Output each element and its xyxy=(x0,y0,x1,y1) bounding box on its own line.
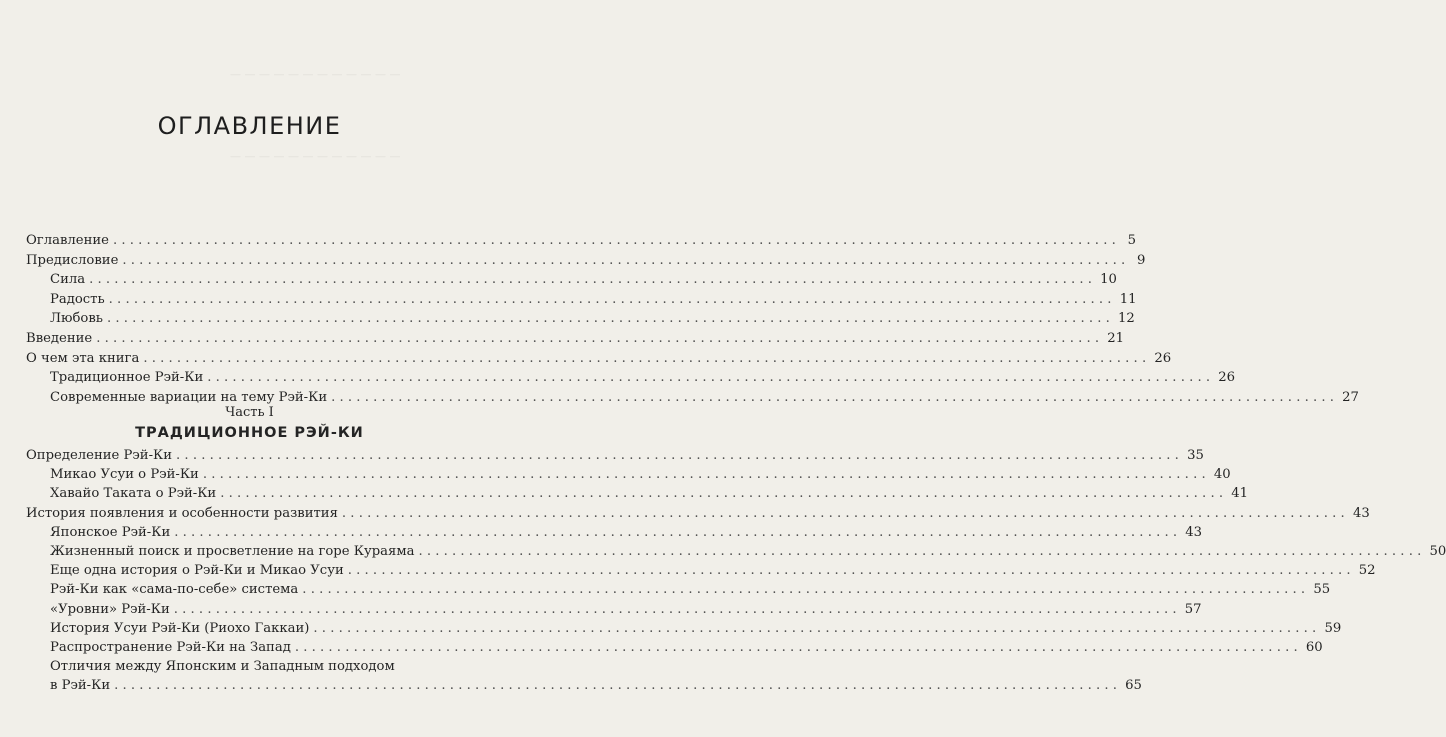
toc-entry-page-number: 65 xyxy=(1125,678,1142,694)
dot-leader: ........................................................................................................................ xyxy=(174,524,1182,540)
dot-leader: ........................................................................................................................ xyxy=(202,467,1210,483)
toc-entry-title: Оглавление xyxy=(26,233,109,248)
dot-leader: ........................................................................................................................ xyxy=(173,601,1181,617)
dot-leader: ........................................................................................................................ xyxy=(302,582,1310,598)
part-title: ТРАДИЦИОННОЕ РЭЙ-КИ xyxy=(135,425,364,441)
toc-entry xyxy=(26,309,1135,328)
toc-entry xyxy=(26,676,1142,695)
toc-entry-page-number: 59 xyxy=(1324,620,1342,636)
toc-entry xyxy=(26,523,1203,542)
toc-entry-page-number: 9 xyxy=(1137,252,1146,268)
toc-entry-title: Современные вариации на тему Рэй-Ки xyxy=(50,389,328,405)
dot-leader: ........................................................................................................................ xyxy=(122,252,1130,268)
toc-entry-page-number: 52 xyxy=(1358,563,1376,579)
dot-leader: ........................................................................................................................ xyxy=(418,544,1426,559)
page-title: ОГЛАВЛЕНИЕ xyxy=(157,112,342,140)
toc-entry-page-number: 55 xyxy=(1313,582,1331,598)
toc-entry-title: Хавайо Таката о Рэй-Ки xyxy=(50,486,217,502)
toc-entry xyxy=(26,231,1136,250)
toc-entry-page-number: 12 xyxy=(1118,311,1135,327)
dot-leader: ........................................................................................................................ xyxy=(220,486,1228,502)
toc-entry-page-number: 10 xyxy=(1100,272,1117,288)
toc-entry xyxy=(26,329,1125,348)
toc-entry-page-number: 43 xyxy=(1352,505,1370,521)
toc-entry xyxy=(26,290,1137,309)
toc-entry xyxy=(26,465,1231,484)
toc-entry-page-number: 40 xyxy=(1213,467,1231,483)
toc-entry-page-number: 41 xyxy=(1231,486,1249,502)
toc-entry-title: Традиционное Рэй-Ки xyxy=(50,370,204,386)
toc-entry-page-number: 27 xyxy=(1342,389,1359,405)
toc-entry-page-number: 57 xyxy=(1184,601,1202,617)
toc-entry-title: в Рэй-Ки xyxy=(50,678,111,694)
toc-entry-title: Еще одна история о Рэй-Ки и Микао Усуи xyxy=(50,563,344,579)
toc-entry-page-number: 50 xyxy=(1429,544,1446,559)
dot-leader: ........................................................................................................................ xyxy=(106,311,1115,327)
part-label: Часть I xyxy=(225,405,274,420)
toc-entry-title: История Усуи Рэй-Ки (Риохо Гаккаи) xyxy=(50,620,310,636)
toc-entry-page-number: 35 xyxy=(1187,448,1204,463)
toc-entry-title: Отличия между Японским и Западным подходом xyxy=(50,659,395,675)
toc-entry xyxy=(26,349,1172,368)
dot-leader: ........................................................................................................................ xyxy=(294,640,1302,655)
toc-entry xyxy=(26,600,1202,619)
dot-leader: ........................................................................................................................ xyxy=(96,331,1104,346)
dot-leader: ........................................................................................................................ xyxy=(143,350,1151,366)
toc-entry-title: О чем эта книга xyxy=(26,350,140,366)
dot-leader: ........................................................................................................................ xyxy=(341,505,1349,521)
toc-entry xyxy=(26,446,1204,465)
toc-entry xyxy=(26,270,1117,289)
toc-entry xyxy=(26,561,1376,580)
toc-entry xyxy=(26,504,1370,523)
dot-leader: ........................................................................................................................ xyxy=(89,272,1097,288)
toc-entry-title: Микао Усуи о Рэй-Ки xyxy=(50,467,199,483)
dot-leader: ........................................................................................................................ xyxy=(313,620,1321,636)
toc-entry xyxy=(26,251,1146,270)
dot-leader: ........................................................................................................................ xyxy=(114,678,1122,694)
dot-leader: ........................................................................................................................ xyxy=(112,233,1120,248)
toc-entry-title: Любовь xyxy=(50,311,103,327)
dot-leader: ........................................................................................................................ xyxy=(331,389,1339,405)
toc-entry xyxy=(26,368,1236,387)
toc-entry-title: Жизненный поиск и просветление на горе Кураяма xyxy=(50,544,415,559)
dot-leader: ........................................................................................................................ xyxy=(347,563,1355,579)
dot-leader: ........................................................................................................................ xyxy=(176,448,1184,463)
toc-entry-page-number: 5 xyxy=(1127,233,1136,248)
toc-entry xyxy=(26,619,1342,638)
toc-entry-title: Сила xyxy=(50,272,86,288)
toc-entry-title: Предисловие xyxy=(26,252,119,268)
dot-leader: ........................................................................................................................ xyxy=(108,291,1116,307)
toc-entry-page-number: 11 xyxy=(1119,291,1137,307)
toc-entry-title: Радость xyxy=(50,291,105,307)
toc-entry-title: История появления и особенности развития xyxy=(26,505,338,521)
toc-entry-title: «Уровни» Рэй-Ки xyxy=(50,601,170,617)
toc-entry-title: Распространение Рэй-Ки на Запад xyxy=(50,640,291,655)
toc-entry-page-number: 60 xyxy=(1305,640,1323,655)
toc-entry xyxy=(26,388,1359,407)
toc-entry xyxy=(26,484,1249,503)
toc-entry-title: Рэй-Ки как «сама-по-себе» система xyxy=(50,582,299,598)
toc-entry xyxy=(26,580,1331,599)
toc-entry-title: Определение Рэй-Ки xyxy=(26,448,173,463)
toc-entry-page-number: 26 xyxy=(1218,370,1236,386)
toc-entry-page-number: 21 xyxy=(1107,331,1125,346)
toc-entry xyxy=(26,542,1446,561)
toc-entry-title: Японское Рэй-Ки xyxy=(50,524,171,540)
toc-entry-page-number: 43 xyxy=(1185,524,1203,540)
bleed-through: — — — — — — — — — — — — xyxy=(230,68,401,81)
toc-entry-page-number: 26 xyxy=(1154,350,1172,366)
dot-leader: ........................................................................................................................ xyxy=(207,370,1215,386)
bleed-through: — — — — — — — — — — — — xyxy=(230,150,401,163)
toc-entry-title: Введение xyxy=(26,331,93,346)
toc-entry xyxy=(26,638,1323,657)
toc-entry xyxy=(26,657,458,676)
